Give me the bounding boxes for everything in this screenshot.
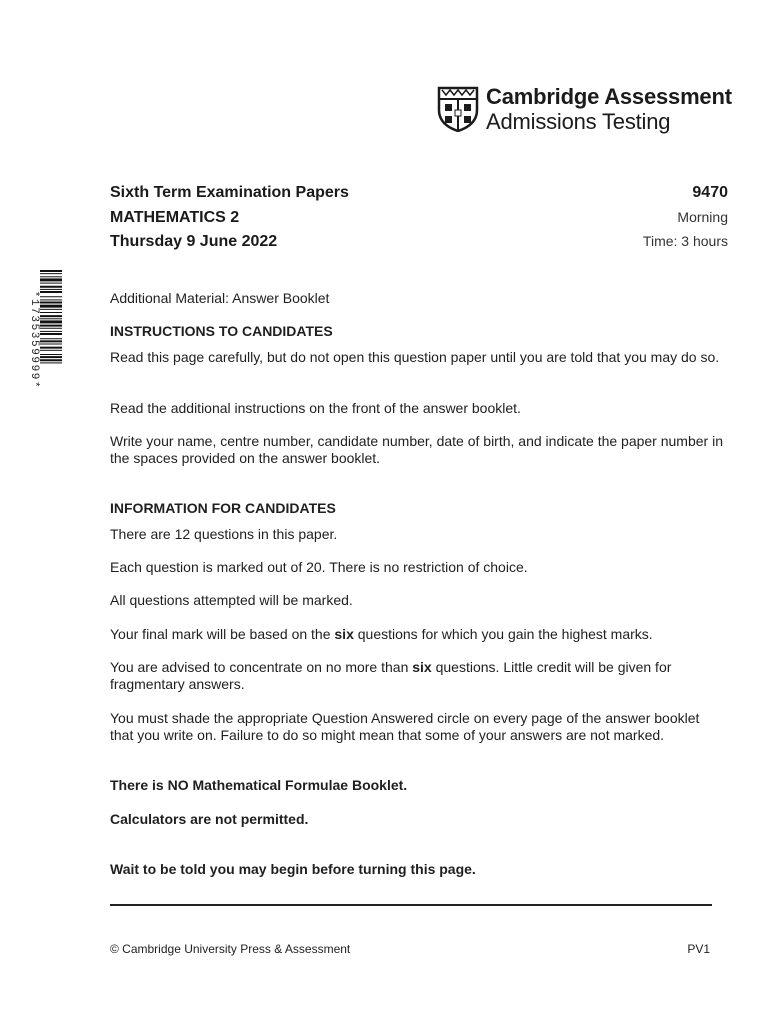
instruction-3: Write your name, centre number, candidate number, date of birth, and indicate the paper number in the spaces provided on the answer booklet. (110, 433, 723, 466)
paper-code: 9470 (692, 184, 728, 201)
session: Morning (677, 209, 728, 225)
info-6: You must shade the appropriate Question Answered circle on every page of the answer booklet that you write on. Failure to do so might mean that some of your answers are not marked. (110, 710, 700, 743)
copyright: © Cambridge University Press & Assessment (110, 942, 351, 956)
info-4-post: questions for which you gain the highest marks. (353, 626, 653, 642)
logo-line-2: Admissions Testing (486, 109, 671, 134)
info-4-bold: six (334, 626, 354, 642)
info-5-post: questions. Little credit will be given for fragmentary answers. (110, 659, 672, 692)
information-heading: INFORMATION FOR CANDIDATES (110, 500, 336, 516)
additional-material: Additional Material: Answer Booklet (110, 290, 330, 306)
info-3: All questions attempted will be marked. (110, 592, 353, 608)
barcode (22, 270, 64, 410)
info-5-bold: six (412, 659, 432, 675)
cambridge-shield-icon (437, 86, 479, 132)
info-5-pre: You are advised to concentrate on no more than (110, 659, 413, 675)
instruction-2: Read the additional instructions on the front of the answer booklet. (110, 400, 521, 416)
exam-date: Thursday 9 June 2022 (110, 233, 278, 250)
exam-subject: MATHEMATICS 2 (110, 209, 240, 226)
wait-notice: Wait to be told you may begin before turning this page. (110, 861, 476, 877)
info-4 (110, 626, 725, 643)
instruction-1: Read this page carefully, but do not open this question paper until you are told that you may do so. (110, 349, 720, 365)
barcode-bars (40, 270, 62, 410)
no-calculators: Calculators are not permitted. (110, 811, 309, 827)
info-5 (110, 659, 725, 693)
barcode-number: *1735359999* (28, 290, 40, 390)
duration: Time: 3 hours (642, 233, 728, 249)
cambridge-logo (437, 84, 732, 134)
exam-title: Sixth Term Examination Papers (110, 184, 349, 201)
page-code: PV1 (687, 942, 710, 956)
info-1: There are 12 questions in this paper. (110, 526, 338, 542)
logo-line-1: Cambridge Assessment (486, 84, 732, 109)
divider (110, 904, 712, 906)
no-formulae-booklet: There is NO Mathematical Formulae Booklet. (110, 777, 408, 793)
info-2: Each question is marked out of 20. There is no restriction of choice. (110, 559, 528, 575)
info-4-pre: Your final mark will be based on the (110, 626, 335, 642)
instructions-heading: INSTRUCTIONS TO CANDIDATES (110, 323, 333, 339)
